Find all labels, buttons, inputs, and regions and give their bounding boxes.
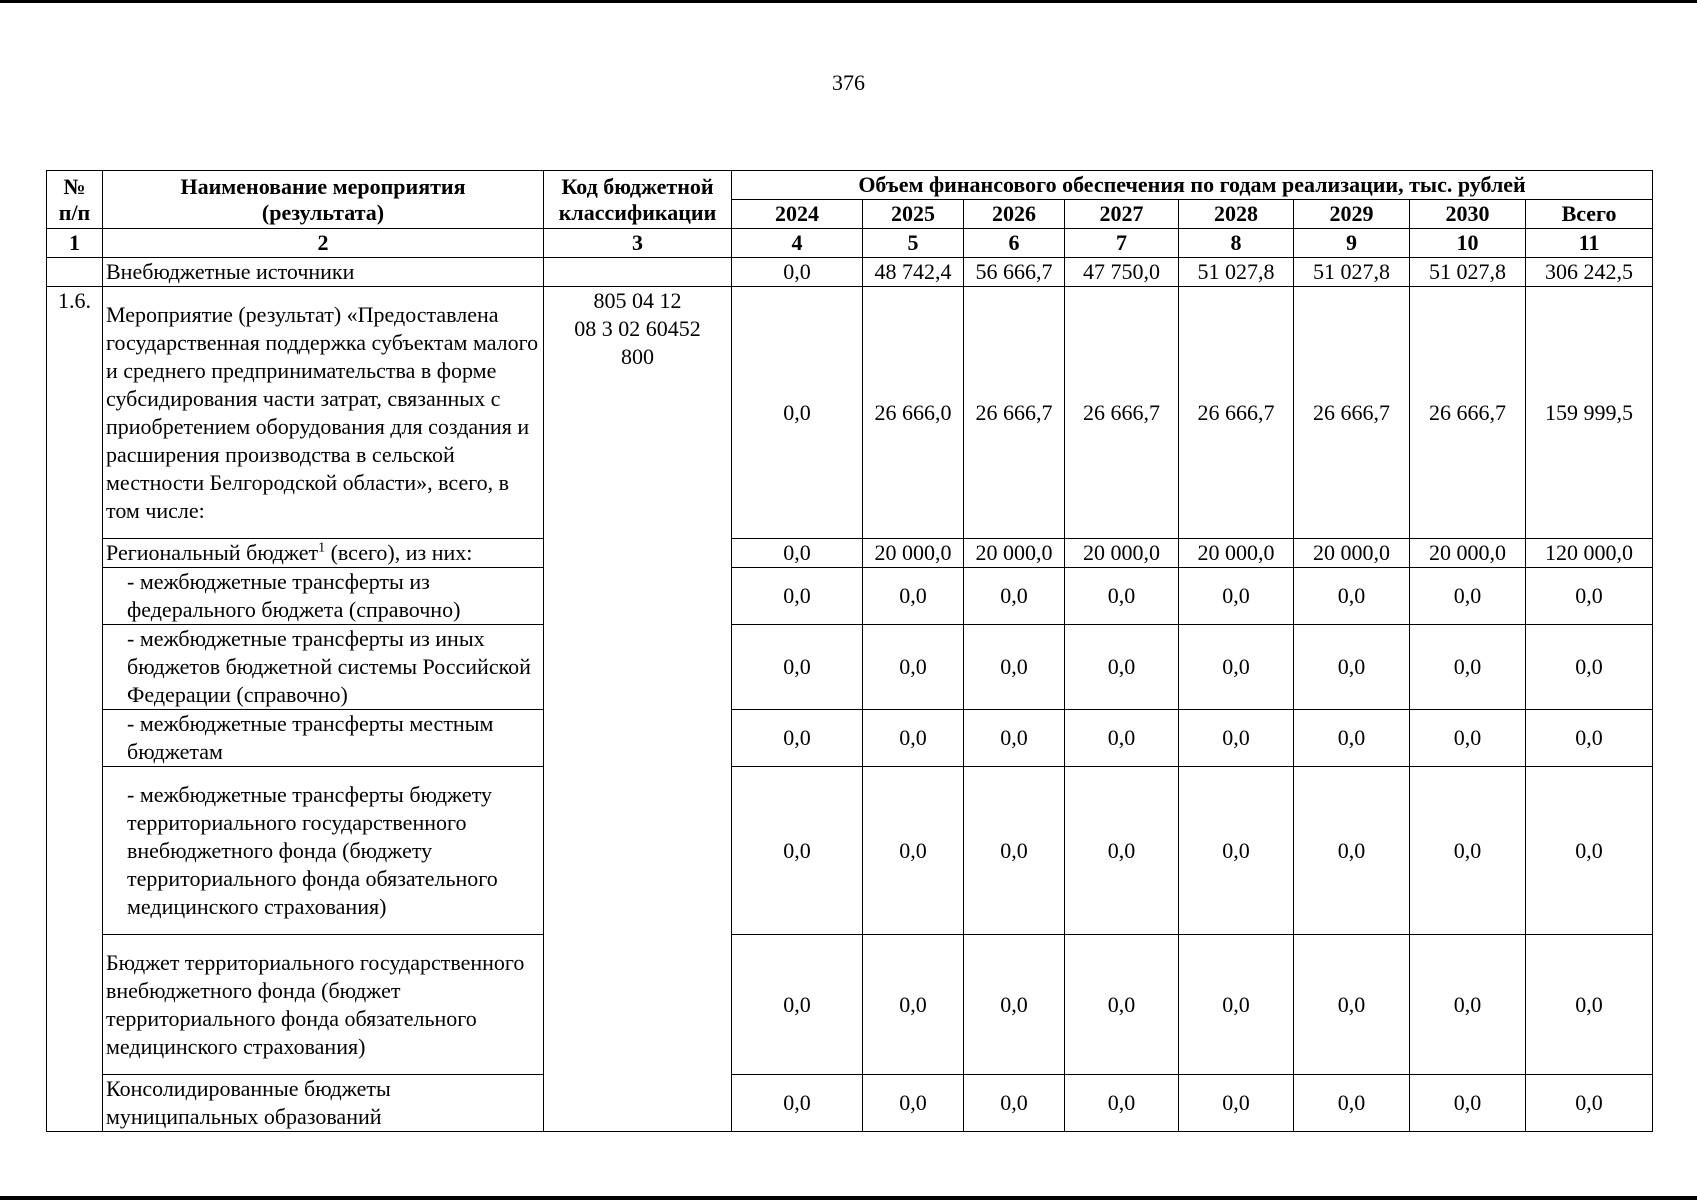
- value-cell: 26 666,7: [1410, 287, 1526, 539]
- table-row: [47, 258, 1653, 287]
- footnote-mark: 1: [318, 540, 326, 556]
- value-cell: 0,0: [1294, 710, 1410, 767]
- value-cell: 0,0: [863, 710, 964, 767]
- value-cell: 0,0: [1065, 568, 1179, 625]
- header-name-line1: Наименование мероприятия: [180, 173, 466, 199]
- value-cell: 0,0: [964, 1075, 1065, 1132]
- table-row: [47, 568, 1653, 625]
- value-cell: 51 027,8: [1294, 258, 1410, 287]
- column-number: 9: [1294, 229, 1410, 258]
- header-total: Всего: [1526, 200, 1653, 229]
- row-no: [47, 258, 103, 287]
- value-cell: 0,0: [732, 287, 863, 539]
- value-cell: 0,0: [1179, 625, 1294, 710]
- value-cell: 0,0: [732, 1075, 863, 1132]
- value-cell: 0,0: [1294, 625, 1410, 710]
- bottom-rule: [0, 1196, 1697, 1200]
- table-row: [47, 287, 1653, 539]
- row-name: - межбюджетные трансферты из иных бюджетов бюджетной системы Российской Федерации (справочно): [103, 625, 544, 710]
- top-rule: [0, 0, 1697, 3]
- row-name: - межбюджетные трансферты местным бюджетам: [103, 710, 544, 767]
- value-cell: 20 000,0: [1294, 539, 1410, 568]
- value-cell: 0,0: [1179, 710, 1294, 767]
- header-code-line2: классификации: [558, 199, 717, 225]
- value-cell: 0,0: [1179, 935, 1294, 1075]
- value-cell: 48 742,4: [863, 258, 964, 287]
- header-row-numbers: [47, 229, 1653, 258]
- row-name: Бюджет территориального государственного внебюджетного фонда (бюджет территориального фонда обязательного медицинского страхования): [103, 935, 544, 1075]
- page-number: 376: [832, 70, 865, 95]
- value-cell: 0,0: [964, 935, 1065, 1075]
- header-code-line1: Код бюджетной: [561, 173, 714, 199]
- value-cell: 0,0: [1410, 767, 1526, 935]
- budget-table: [46, 170, 1653, 1132]
- header-year: 2025: [863, 200, 964, 229]
- row-no: 1.6.: [47, 287, 103, 1132]
- value-cell: 51 027,8: [1410, 258, 1526, 287]
- value-cell: 0,0: [732, 258, 863, 287]
- value-cell: 0,0: [1065, 1075, 1179, 1132]
- row-name: - межбюджетные трансферты из федерального бюджета (справочно): [103, 568, 544, 625]
- header-year: 2026: [964, 200, 1065, 229]
- value-cell: 0,0: [1179, 1075, 1294, 1132]
- value-cell: 0,0: [863, 935, 964, 1075]
- header-no: [47, 171, 103, 229]
- value-cell: 0,0: [1179, 767, 1294, 935]
- row-name: Консолидированные бюджеты муниципальных образований: [103, 1075, 544, 1132]
- row-name: [103, 539, 544, 568]
- table-row: [47, 625, 1653, 710]
- value-cell: 0,0: [964, 767, 1065, 935]
- header-year: 2029: [1294, 200, 1410, 229]
- total-cell: 0,0: [1526, 767, 1653, 935]
- value-cell: 0,0: [732, 568, 863, 625]
- column-number: 4: [732, 229, 863, 258]
- value-cell: 0,0: [732, 625, 863, 710]
- value-cell: 47 750,0: [1065, 258, 1179, 287]
- value-cell: 56 666,7: [964, 258, 1065, 287]
- total-cell: 306 242,5: [1526, 258, 1653, 287]
- row-name-text: (всего), из них:: [325, 540, 473, 565]
- budget-code: 805 04 12 08 3 02 60452 800: [544, 287, 732, 1132]
- column-number: 1: [47, 229, 103, 258]
- value-cell: 0,0: [1065, 625, 1179, 710]
- value-cell: 0,0: [732, 767, 863, 935]
- value-cell: 20 000,0: [1179, 539, 1294, 568]
- value-cell: 0,0: [1410, 710, 1526, 767]
- value-cell: 0,0: [863, 767, 964, 935]
- value-cell: 26 666,0: [863, 287, 964, 539]
- column-number: 5: [863, 229, 964, 258]
- column-number: 6: [964, 229, 1065, 258]
- row-name-text: Региональный бюджет: [106, 540, 319, 565]
- value-cell: 0,0: [1294, 767, 1410, 935]
- table-row: [47, 710, 1653, 767]
- value-cell: 0,0: [863, 1075, 964, 1132]
- value-cell: 0,0: [1065, 935, 1179, 1075]
- value-cell: 0,0: [1294, 1075, 1410, 1132]
- header-name: [103, 171, 544, 229]
- header-name-line2: (результата): [261, 199, 385, 225]
- value-cell: 51 027,8: [1179, 258, 1294, 287]
- value-cell: 0,0: [964, 625, 1065, 710]
- total-cell: 0,0: [1526, 710, 1653, 767]
- value-cell: 0,0: [1179, 568, 1294, 625]
- total-cell: 0,0: [1526, 625, 1653, 710]
- row-name: Внебюджетные источники: [103, 258, 544, 287]
- value-cell: 0,0: [964, 710, 1065, 767]
- value-cell: 26 666,7: [1179, 287, 1294, 539]
- value-cell: 20 000,0: [1410, 539, 1526, 568]
- total-cell: 0,0: [1526, 568, 1653, 625]
- value-cell: 0,0: [964, 568, 1065, 625]
- value-cell: 0,0: [1065, 710, 1179, 767]
- table-row: [47, 1075, 1653, 1132]
- value-cell: 0,0: [1294, 568, 1410, 625]
- table-row: [47, 539, 1653, 568]
- value-cell: 26 666,7: [1065, 287, 1179, 539]
- header-year: 2028: [1179, 200, 1294, 229]
- row-name: - межбюджетные трансферты бюджету территориального государственного внебюджетного фонда (бюджету территориального фонда обязательного медицинского страхования): [103, 767, 544, 935]
- header-year: 2027: [1065, 200, 1179, 229]
- value-cell: 20 000,0: [863, 539, 964, 568]
- header-no-line2: п/п: [58, 199, 91, 225]
- value-cell: 0,0: [1065, 767, 1179, 935]
- column-number: 7: [1065, 229, 1179, 258]
- value-cell: 0,0: [1410, 625, 1526, 710]
- total-cell: 159 999,5: [1526, 287, 1653, 539]
- total-cell: 0,0: [1526, 1075, 1653, 1132]
- column-number: 10: [1410, 229, 1526, 258]
- column-number: 3: [544, 229, 732, 258]
- header-row-1: [47, 171, 1653, 200]
- value-cell: 0,0: [863, 568, 964, 625]
- header-no-line1: №: [63, 173, 86, 199]
- header-volume: Объем финансового обеспечения по годам реализации, тыс. рублей: [732, 171, 1653, 200]
- column-number: 8: [1179, 229, 1294, 258]
- value-cell: 26 666,7: [964, 287, 1065, 539]
- value-cell: 0,0: [1410, 1075, 1526, 1132]
- value-cell: 0,0: [1294, 935, 1410, 1075]
- header-code: [544, 171, 732, 229]
- value-cell: 20 000,0: [964, 539, 1065, 568]
- value-cell: 26 666,7: [1294, 287, 1410, 539]
- value-cell: 20 000,0: [1065, 539, 1179, 568]
- value-cell: 0,0: [1410, 568, 1526, 625]
- total-cell: 0,0: [1526, 935, 1653, 1075]
- table-row: [47, 767, 1653, 935]
- value-cell: 0,0: [863, 625, 964, 710]
- table-row: [47, 935, 1653, 1075]
- row-name: Мероприятие (результат) «Предоставлена государственная поддержка субъектам малого и среднего предпринимательства в форме субсидирования части затрат, связанных с приобретением оборудования для создания и расширения производства в сельской местности Белгородской области», всего, в том числе:: [103, 287, 544, 539]
- value-cell: 0,0: [732, 710, 863, 767]
- row-code: [544, 258, 732, 287]
- value-cell: 0,0: [732, 539, 863, 568]
- value-cell: 0,0: [1410, 935, 1526, 1075]
- total-cell: 120 000,0: [1526, 539, 1653, 568]
- header-year: 2030: [1410, 200, 1526, 229]
- column-number: 2: [103, 229, 544, 258]
- value-cell: 0,0: [732, 935, 863, 1075]
- column-number: 11: [1526, 229, 1653, 258]
- header-year: 2024: [732, 200, 863, 229]
